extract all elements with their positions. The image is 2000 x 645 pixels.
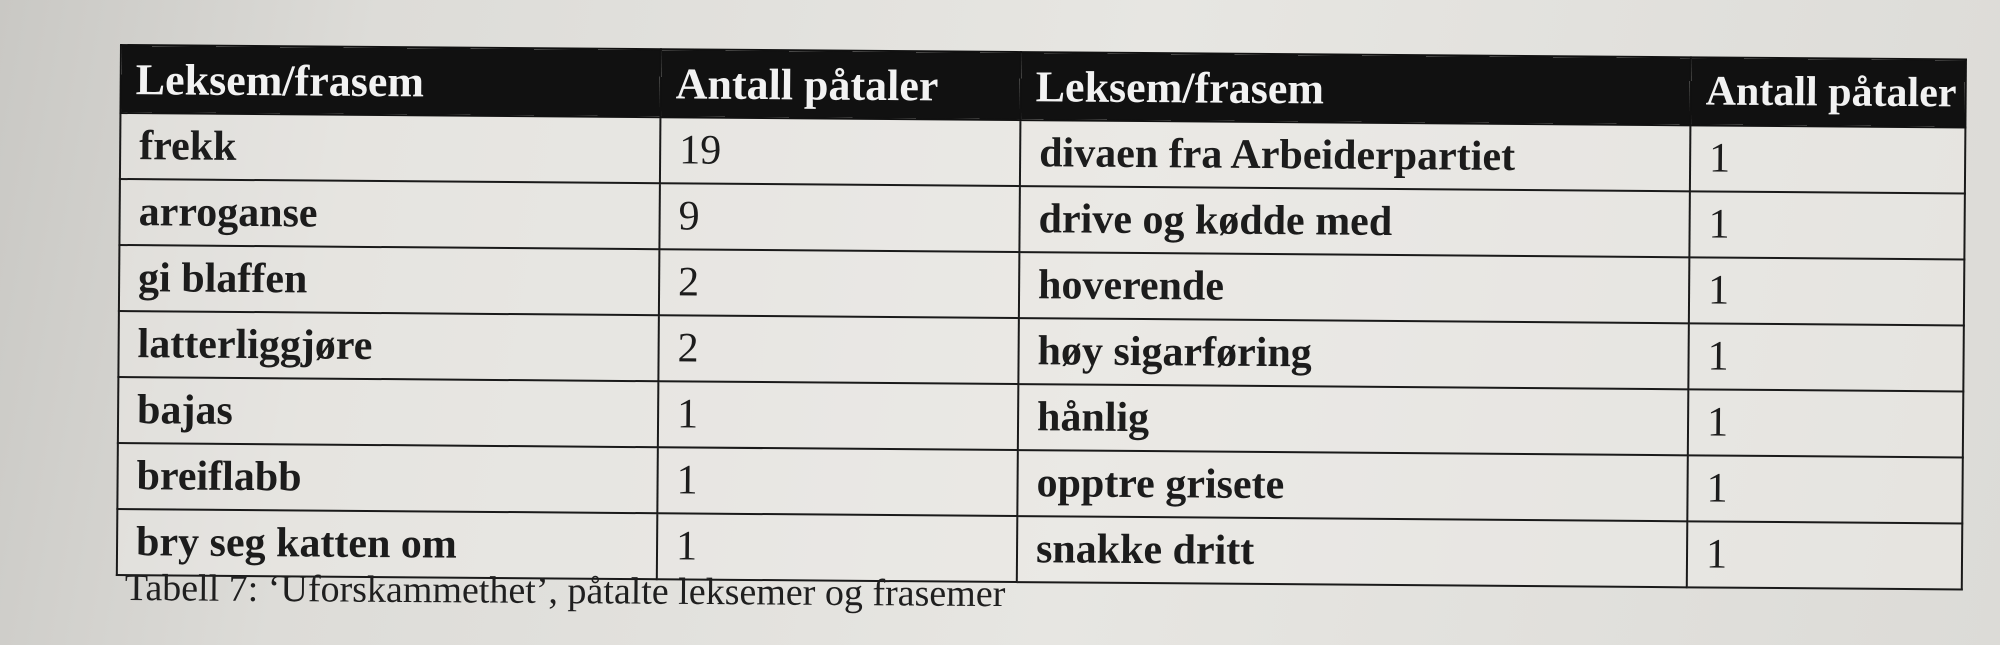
left-count-cell: 9 <box>659 183 1020 252</box>
left-count-cell: 2 <box>659 249 1020 318</box>
left-count-cell: 1 <box>657 447 1018 516</box>
right-count-cell: 1 <box>1689 191 1965 259</box>
right-lexeme-cell: drive og kødde med <box>1019 186 1689 257</box>
header-count-left: Antall påtaler <box>660 49 1021 120</box>
right-count-cell: 1 <box>1688 323 1964 391</box>
table-caption: Tabell 7: ‘Uforskammethet’, påtalte leksemer og frasemer <box>124 567 1006 616</box>
right-count-cell: 1 <box>1689 257 1965 325</box>
right-lexeme-cell: hoverende <box>1019 252 1689 323</box>
left-count-cell: 1 <box>658 381 1019 450</box>
right-lexeme-cell: hånlig <box>1018 384 1688 455</box>
right-lexeme-cell: opptre grisete <box>1017 450 1687 521</box>
header-lexeme-right: Leksem/frasem <box>1020 52 1691 125</box>
header-count-right: Antall påtaler <box>1690 57 1966 127</box>
lexeme-table <box>116 44 1967 590</box>
left-lexeme-cell: bry seg katten om <box>117 509 658 579</box>
left-lexeme-cell: bajas <box>118 377 659 447</box>
left-lexeme-cell: latterliggjøre <box>118 311 659 381</box>
lexeme-table-container <box>116 44 1965 590</box>
left-count-cell: 1 <box>657 513 1018 582</box>
right-count-cell: 1 <box>1687 521 1963 589</box>
right-count-cell: 1 <box>1687 455 1963 523</box>
right-lexeme-cell: snakke dritt <box>1017 516 1687 587</box>
left-lexeme-cell: gi blaffen <box>119 245 660 315</box>
right-count-cell: 1 <box>1688 389 1964 457</box>
right-lexeme-cell: høy sigarføring <box>1018 318 1688 389</box>
left-lexeme-cell: arroganse <box>119 179 660 249</box>
left-lexeme-cell: breiflabb <box>117 443 658 513</box>
left-count-cell: 2 <box>658 315 1019 384</box>
header-lexeme-left: Leksem/frasem <box>120 45 661 117</box>
left-count-cell: 19 <box>660 117 1021 186</box>
left-lexeme-cell: frekk <box>120 113 661 183</box>
right-count-cell: 1 <box>1690 125 1966 193</box>
right-lexeme-cell: divaen fra Arbeiderpartiet <box>1020 120 1690 191</box>
